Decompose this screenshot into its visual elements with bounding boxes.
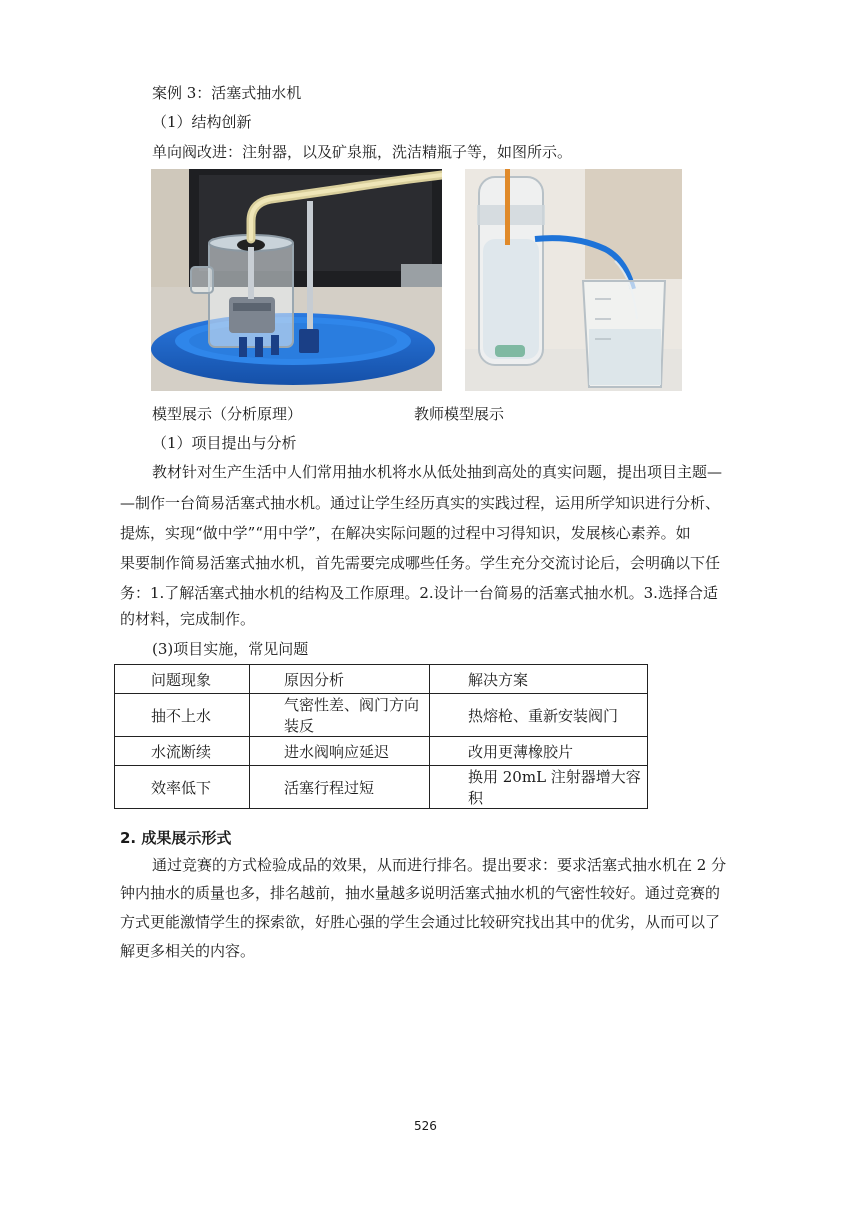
paragraph2-line: 解更多相关的内容。 bbox=[120, 942, 256, 960]
case-heading: 案例 3：活塞式抽水机 bbox=[152, 84, 302, 102]
caption-left: 模型展示（分析原理） bbox=[152, 405, 303, 423]
table-cell: 抽不上水 bbox=[115, 694, 250, 737]
page-number: 526 bbox=[414, 1119, 437, 1133]
model-pump-illustration bbox=[151, 169, 442, 391]
table-cell: 效率低下 bbox=[115, 766, 250, 809]
table-cell: 换用 20mL 注射器增大容积 bbox=[430, 766, 648, 809]
table-header-row bbox=[115, 665, 648, 694]
paragraph2-line: 通过竞赛的方式检验成品的效果，从而进行排名。提出要求：要求活塞式抽水机在 2 分 bbox=[152, 856, 727, 874]
table-cell: 热熔枪、重新安装阀门 bbox=[430, 694, 648, 737]
table-row bbox=[115, 737, 648, 766]
valve-line: 单向阀改进：注射器，以及矿泉瓶，洗洁精瓶子等，如图所示。 bbox=[152, 143, 573, 161]
paragraph1-line: 教材针对生产生活中人们常用抽水机将水从低处抽到高处的真实问题，提出项目主题— bbox=[152, 463, 723, 481]
table-cell: 活塞行程过短 bbox=[250, 766, 430, 809]
section-structure: （1）结构创新 bbox=[152, 113, 252, 131]
paragraph1-line: —制作一台简易活塞式抽水机。通过让学生经历真实的实践过程，运用所学知识进行分析、 bbox=[120, 494, 721, 512]
model-pump-photo bbox=[151, 169, 442, 391]
table-row bbox=[115, 766, 648, 809]
section-implementation: (3)项目实施，常见问题 bbox=[152, 640, 309, 658]
paragraph1-line: 提炼，实现“做中学”“用中学”，在解决实际问题的过程中习得知识，发展核心素养。如 bbox=[120, 524, 691, 542]
table-cell: 进水阀响应延迟 bbox=[250, 737, 430, 766]
table-cell: 水流断续 bbox=[115, 737, 250, 766]
teacher-model-illustration bbox=[465, 169, 682, 391]
table-cell: 气密性差、阀门方向装反 bbox=[250, 694, 430, 737]
table-header-cell: 原因分析 bbox=[250, 665, 430, 694]
teacher-model-photo bbox=[465, 169, 682, 391]
table-header-cell: 解决方案 bbox=[430, 665, 648, 694]
caption-right: 教师模型展示 bbox=[414, 405, 505, 423]
section-project: （1）项目提出与分析 bbox=[152, 434, 297, 452]
paragraph1-line: 果要制作简易活塞式抽水机，首先需要完成哪些任务。学生充分交流讨论后，会明确以下任 bbox=[120, 554, 721, 572]
paragraph1-line: 务：1.了解活塞式抽水机的结构及工作原理。2.设计一台简易的活塞式抽水机。3.选择合适 bbox=[120, 584, 718, 602]
table-cell: 改用更薄橡胶片 bbox=[430, 737, 648, 766]
table-header-cell: 问题现象 bbox=[115, 665, 250, 694]
paragraph2-line: 钟内抽水的质量也多，排名越前，抽水量越多说明活塞式抽水机的气密性较好。通过竞赛的 bbox=[120, 884, 721, 902]
paragraph2-line: 方式更能激情学生的探索欲，好胜心强的学生会通过比较研究找出其中的优劣，从而可以了 bbox=[120, 913, 721, 931]
paragraph1-line: 的材料，完成制作。 bbox=[120, 610, 256, 628]
problems-table bbox=[114, 664, 648, 809]
table-row bbox=[115, 694, 648, 737]
results-heading: 2. 成果展示形式 bbox=[120, 829, 232, 847]
